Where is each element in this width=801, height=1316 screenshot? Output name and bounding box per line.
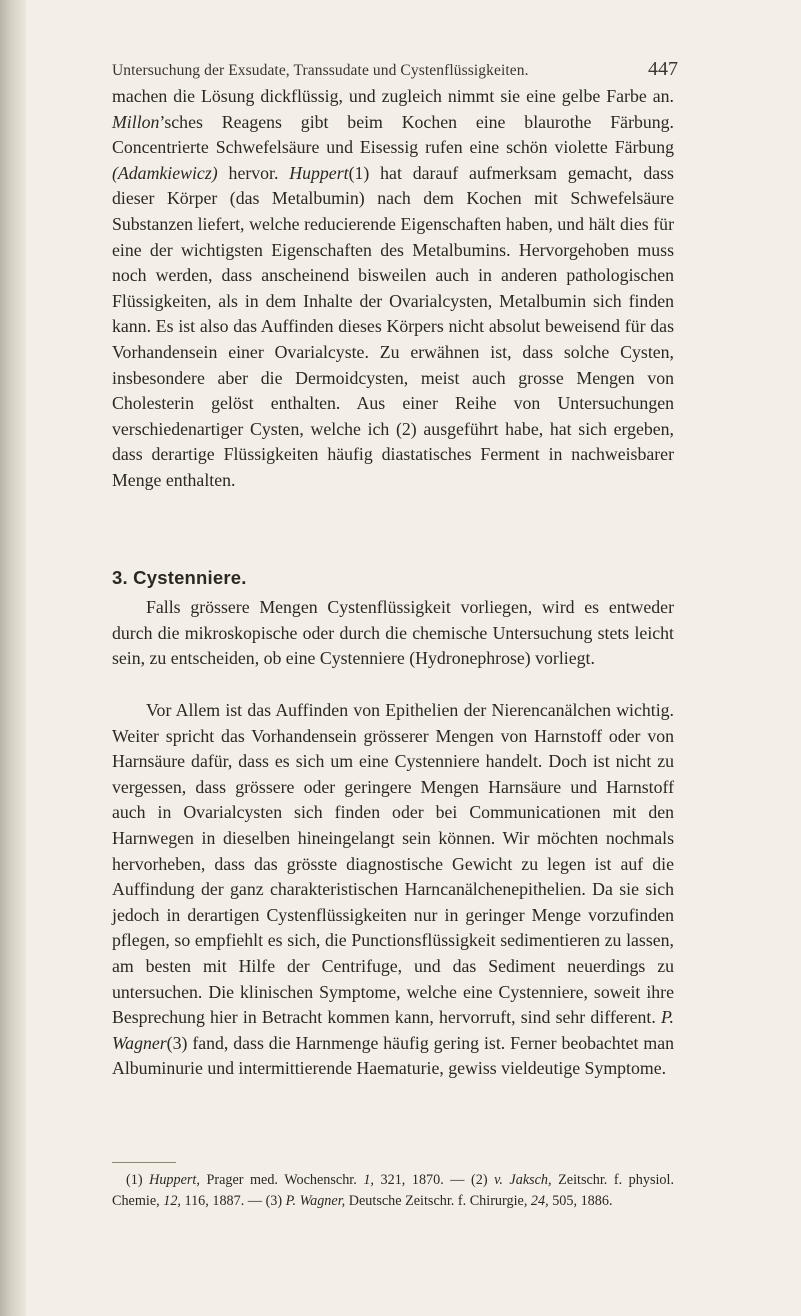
text-run: Vor Allem ist das Auffinden von Epithelien der Nierencanälchen wichtig. Weiter spricht das Vorhandensein grösserer Mengen von Harnstoff oder von Harnsäure dafür, dass es sich um eine Cystenniere handelt. Doch ist nicht zu vergessen, dass grössere oder geringere Mengen Harnsäure und Harnstoff auch in Ovarialcysten sich finden oder bei Communicationen mit den Harnwegen in dieselben hineingelangt sein können. Wir möchten nochmals hervorheben, dass das grösste diagnostische Gewicht zu legen ist auf die Auffindung der ganz charakteristischen Harncanälchenepithelien. Da sie sich jedoch in derartigen Cystenflüssigkeiten nur in geringer Menge vorzufinden pflegen, so empfiehlt es sich, die Punctionsflüssigkeit sedimentieren zu lassen, am besten mit Hilfe der Centrifuge, und das Sediment neuerdings zu untersuchen. Die klinischen Symptome, welche eine Cystenniere, soweit ihre Besprechung hier in Betracht kommen kann, hervorruft, sind sehr different.	[112, 700, 674, 1028]
paragraph-epithelien	[112, 698, 674, 1082]
footnote-volume: 24,	[530, 1192, 549, 1209]
paragraph-metalbumin	[112, 84, 674, 494]
footnote-author: v. Jaksch,	[494, 1172, 552, 1188]
running-title: Untersuchung der Exsudate, Transsudate und Cystenflüssigkeiten.	[112, 62, 529, 79]
author-huppert: Huppert	[289, 162, 349, 183]
text-run: (1) hat darauf aufmerksam gemacht, dass dieser Körper (das Metalbumin) nach dem Kochen mit Schwefelsäure Substanzen liefert, welche reducierende Eigenschaften haben, und hält dies für eine der wichtigsten Eigenschaften des Metalbumins. Hervorgehoben muss noch werden, dass anscheinend bisweilen auch in anderen pathologischen Flüssigkeiten, als in dem Inhalte der Ovarialcysten, Metalbumin sich finden kann. Es ist also das Auffinden dieses Körpers nicht absolut beweisend für das Vorhandensein einer Ovarialcyste. Zu erwähnen ist, dass solche Cysten, insbesondere aber die Dermoidcysten, meist auch grosse Mengen von Cholesterin gelöst enthalten. Aus einer Reihe von Untersuchungen verschiedenartiger Cysten, welche ich (2) ausgeführt habe, hat sich ergeben, dass derartige Flüssigkeiten häufig diastatisches Ferment in nachweisbarer Menge enthalten.	[112, 162, 674, 490]
footnote-divider	[112, 1162, 176, 1163]
book-page	[112, 0, 682, 1316]
footnote-source: Prager med. Wochenschr.	[206, 1172, 357, 1188]
footnote-pages: 505, 1886.	[552, 1192, 613, 1209]
author-adamkiewicz: (Adamkiewicz)	[112, 162, 218, 183]
paragraph-cystenniere-intro: Falls grössere Mengen Cystenflüssigkeit vorliegen, wird es entweder durch die mikroskopische oder durch die chemische Untersuchung stets leicht sein, zu entscheiden, ob eine Cystenniere (Hydronephrose) vorliegt.	[112, 597, 674, 669]
footnote-author: Huppert,	[149, 1172, 200, 1188]
footnote-source: Zeitschr. f. physiol. Chemie,	[112, 1172, 675, 1209]
page-binding-edge	[0, 0, 26, 1316]
footnote-marker: (1)	[126, 1172, 143, 1188]
footnotes	[112, 1170, 674, 1211]
text-run: machen die Lösung dickflüssig, und zugleich nimmt sie eine gelbe Farbe an.	[112, 86, 674, 106]
section-heading: 3. Cystenniere.	[112, 567, 247, 588]
author-millon: Millon	[112, 111, 160, 132]
footnote-author: P. Wagner,	[285, 1192, 346, 1209]
text-run: ’sches Reagens gibt beim Kochen eine blaurothe Färbung. Concentrierte Schwefelsäure und Eisessig rufen eine schön violette Färbung	[112, 111, 674, 158]
author-wagner: P. Wagner	[112, 1007, 674, 1053]
footnote-pages: 116, 1887. — (3)	[184, 1192, 283, 1209]
footnote-pages: 321, 1870. — (2)	[380, 1172, 488, 1188]
text-run: (3) fand, dass die Harnmenge häufig gering ist. Ferner beobachtet man Albuminurie und intermittierende Haematurie, gewiss vieldeutige Symptome.	[112, 1032, 674, 1079]
page-number: 447	[648, 58, 678, 80]
footnote-source: Deutsche Zeitschr. f. Chirurgie,	[348, 1192, 528, 1209]
text-run: hervor.	[228, 162, 279, 183]
footnote-volume: 1,	[363, 1172, 374, 1188]
footnote-volume: 12,	[163, 1192, 181, 1209]
